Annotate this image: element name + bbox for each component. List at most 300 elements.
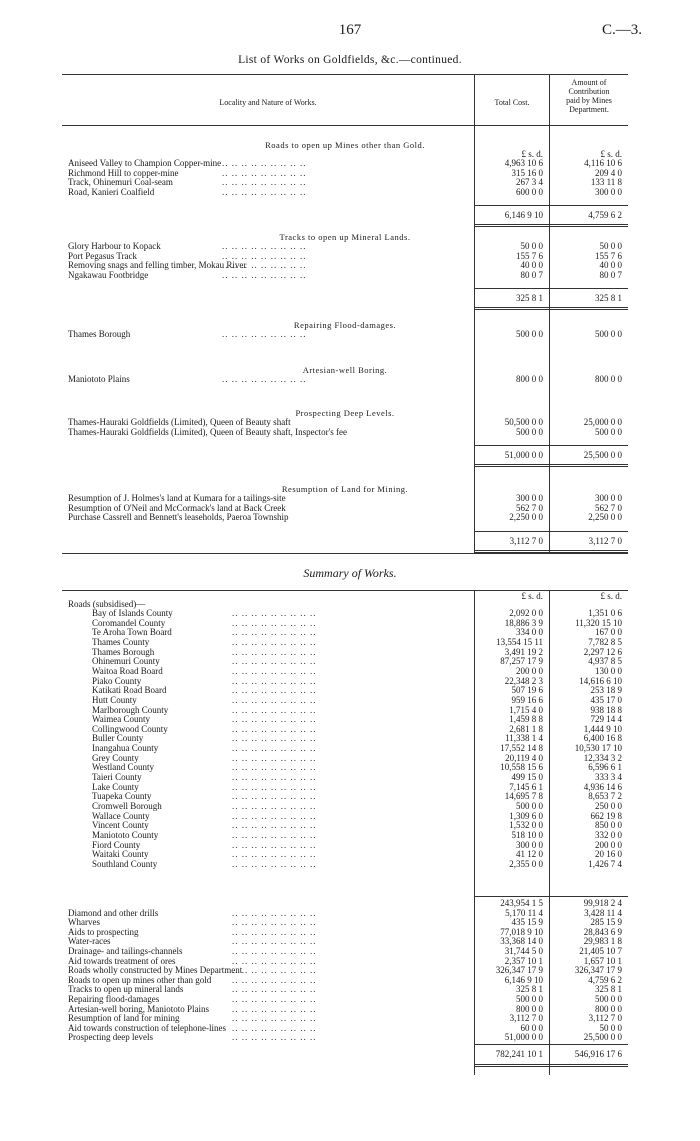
total-cost-cell: 50 0 0 [520, 241, 543, 251]
table-row [62, 725, 628, 734]
total-cost-cell: 50,500 0 0 [504, 417, 543, 427]
contribution-cell: 6,400 16 8 [583, 733, 622, 744]
total-cost-cell: 2,357 10 1 [504, 955, 543, 966]
summary-top-rule [62, 590, 628, 591]
table-row [62, 1014, 628, 1023]
contribution-cell: 6,596 6 1 [588, 762, 622, 773]
total-cost-cell: 2,681 1 8 [509, 723, 543, 734]
leader-dots: .. .. .. .. .. .. .. .. .. [232, 829, 317, 840]
table-row [62, 802, 628, 811]
table-row [62, 648, 628, 657]
contribution-cell: 2,250 0 0 [588, 512, 622, 522]
row-label: Southland County [92, 858, 158, 869]
header-amount [550, 78, 628, 114]
total-cost-cell: 60 0 0 [520, 1022, 543, 1033]
leader-dots: .. .. .. .. .. .. .. .. .. [232, 714, 317, 725]
row-label: Wallace County [92, 810, 150, 821]
table-row [62, 706, 628, 715]
row-label: Roads to open up mines other than gold [68, 974, 212, 985]
total-cost-cell: 33,368 14 0 [500, 936, 543, 947]
contribution-cell: 300 0 0 [595, 186, 622, 197]
table-row [62, 783, 628, 792]
grand-total-rule [550, 1044, 628, 1045]
table-row [62, 159, 628, 168]
total-cost-cell: 7,145 6 1 [509, 781, 543, 792]
total-cost-cell: 14,695 7 8 [504, 791, 543, 802]
total-cost-cell: 20,119 4 0 [505, 752, 543, 763]
table-row [62, 763, 628, 772]
row-label: Piako County [92, 675, 142, 686]
total-cost-cell: 325 8 1 [516, 984, 543, 995]
subtotal-rule [550, 445, 628, 446]
header-bottom-rule [62, 125, 628, 126]
leader-dots: .. .. .. .. .. .. .. .. .. [222, 329, 307, 339]
contribution-cell: 3,112 7 0 [588, 1013, 622, 1024]
row-label: Coromandel County [92, 617, 166, 628]
leader-dots: .. .. .. .. .. .. .. .. .. [232, 656, 317, 667]
contribution-cell: 332 0 0 [595, 829, 622, 840]
row-label: Hutt County [92, 694, 137, 705]
subtotal-rule [550, 205, 628, 206]
leader-dots: .. .. .. .. .. .. .. .. .. [232, 810, 317, 821]
summary-title: Summary of Works. [303, 566, 397, 580]
page-number: 167 [338, 22, 362, 38]
contribution-cell: 546,916 17 6 [574, 1049, 622, 1059]
row-label: Ngakawau Footbridge [68, 269, 149, 280]
row-label: Westland County [92, 762, 155, 773]
contribution-cell: 3,112 7 0 [588, 535, 622, 546]
leader-dots: .. .. .. .. .. .. .. .. .. [232, 772, 317, 783]
total-cost-cell: 13,554 15 11 [496, 636, 543, 647]
contribution-cell: 500 0 0 [595, 426, 622, 437]
row-label: Wharves [68, 917, 100, 928]
row-label: Artesian-well boring, Maniototo Plains [68, 1003, 209, 1014]
table-row [62, 628, 628, 637]
table-row [62, 821, 628, 830]
contribution-cell: 99,918 2 4 [583, 898, 622, 908]
contribution-cell: £ s. d. [600, 591, 622, 601]
contribution-cell: 300 0 0 [595, 493, 622, 503]
subtotal-double-rule [475, 550, 549, 553]
contribution-cell: £ s. d. [600, 149, 622, 159]
leader-dots: .. .. .. .. .. .. .. .. .. [222, 167, 307, 178]
total-cost-cell: 600 0 0 [516, 186, 543, 197]
row-label: Drainage- and tailings-channels [68, 946, 183, 956]
leader-dots: .. .. .. .. .. .. .. .. .. [232, 733, 317, 744]
table-row [62, 428, 628, 437]
row-label: Resumption of J. Holmes's land at Kumara for a tailings-site [68, 493, 286, 503]
leader-dots: .. .. .. .. .. .. .. .. .. [222, 269, 307, 280]
contribution-cell: 40 0 0 [599, 260, 622, 270]
leader-dots: .. .. .. .. .. .. .. .. .. [232, 646, 317, 657]
row-label: Roads wholly constructed by Mines Department [68, 965, 243, 976]
total-cost-cell: 800 0 0 [516, 374, 543, 384]
leader-dots: .. .. .. .. .. .. .. .. .. [232, 1003, 317, 1014]
table-row [62, 619, 628, 628]
section-heading: Prospecting Deep Levels. [295, 408, 395, 418]
total-cost-cell: 6,146 9 10 [504, 210, 543, 220]
contribution-cell: 250 0 0 [595, 801, 622, 811]
total-cost-cell: 18,886 3 9 [504, 617, 543, 628]
table-row [62, 677, 628, 686]
table-row [62, 418, 628, 427]
grand-total-rule [475, 1044, 549, 1045]
total-cost-cell: 4,963 10 6 [504, 158, 543, 168]
total-cost-cell: 518 10 0 [511, 829, 543, 840]
row-label: Roads (subsidised)— [68, 599, 146, 609]
total-cost-cell: 562 7 0 [516, 502, 543, 513]
row-label: Aid towards treatment of ores [68, 955, 176, 966]
contribution-cell: 80 0 7 [599, 269, 622, 280]
leader-dots: .. .. .. .. .. .. .. .. .. [232, 994, 317, 1004]
row-label: Grey County [92, 752, 139, 763]
contribution-cell: 562 7 0 [595, 502, 622, 513]
row-label: Marlborough County [92, 704, 169, 715]
table-row [62, 261, 628, 270]
contribution-cell: 25,000 0 0 [583, 417, 622, 427]
table-row [62, 812, 628, 821]
row-label: Maniototo Plains [68, 374, 130, 384]
row-label: Tuapeka County [92, 791, 152, 802]
total-cost-cell: 1,532 0 0 [509, 820, 543, 831]
row-label: Waitaki County [92, 849, 149, 860]
contribution-cell: 325 8 1 [595, 293, 622, 303]
table-row [62, 792, 628, 801]
subtotal-double-rule [550, 550, 628, 553]
leader-dots: .. .. .. .. .. .. .. .. .. [232, 1013, 317, 1024]
contribution-cell: 50 0 0 [599, 241, 622, 251]
total-cost-cell: 1,715 4 0 [509, 704, 543, 715]
leader-dots: .. .. .. .. .. .. .. .. .. [222, 186, 307, 197]
row-label: Te Aroha Town Board [92, 627, 172, 638]
total-cost-cell: 507 19 6 [511, 685, 543, 696]
leader-dots: .. .. .. .. .. .. .. .. .. [232, 926, 317, 937]
page-reference: C.—3. [601, 22, 642, 38]
total-cost-cell: 3,112 7 0 [509, 535, 543, 546]
leader-dots: .. .. .. .. .. .. .. .. .. [232, 694, 317, 705]
total-cost-cell: 2,355 0 0 [509, 858, 543, 869]
row-label: Lake County [92, 781, 139, 792]
contribution-cell: 11,320 15 10 [575, 617, 622, 628]
subtotal-double-rule [475, 224, 549, 227]
total-cost-cell: 40 0 0 [520, 260, 543, 270]
contribution-cell: 25,500 0 0 [583, 450, 622, 460]
row-label: Aniseed Valley to Champion Copper-mine [68, 158, 222, 168]
contribution-cell: 8,653 7 2 [588, 791, 622, 802]
section-heading: Repairing Flood-damages. [293, 320, 397, 330]
section-heading: Resumption of Land for Mining. [281, 484, 409, 494]
leader-dots: .. .. .. .. .. .. .. .. .. [232, 974, 317, 985]
table-row [62, 899, 628, 908]
row-label: Diamond and other drills [68, 907, 159, 918]
leader-dots: .. .. .. .. .. .. .. .. .. [232, 608, 317, 618]
row-label: Waitoa Road Board [92, 665, 163, 676]
leader-dots: .. .. .. .. .. .. .. .. .. [222, 374, 307, 384]
table-top-rule [62, 74, 628, 75]
contribution-cell: 167 0 0 [595, 627, 622, 638]
row-label: Prospecting deep levels [68, 1032, 153, 1043]
table-row [62, 850, 628, 859]
table-row [62, 211, 628, 220]
total-cost-cell: 41 12 0 [516, 849, 543, 860]
leader-dots: .. .. .. .. .. .. .. .. .. [232, 675, 317, 686]
total-cost-cell: 10,558 15 6 [500, 762, 543, 773]
section-heading: Tracks to open up Mineral Lands. [279, 232, 411, 242]
contribution-cell: 28,843 6 9 [583, 926, 622, 937]
leader-dots: .. .. .. .. .. .. .. .. .. [232, 665, 317, 676]
contribution-cell: 21,405 10 7 [579, 946, 622, 956]
row-label: Taieri County [92, 772, 142, 783]
row-label: Aid towards construction of telephone-lines [68, 1022, 226, 1033]
header-total: Total Cost. [494, 98, 530, 107]
row-label: Katikati Road Board [92, 685, 167, 696]
contribution-cell: 938 18 8 [590, 704, 622, 715]
contribution-cell: 500 0 0 [595, 329, 622, 339]
leader-dots: .. .. .. .. .. .. .. .. .. [232, 791, 317, 802]
table-row [62, 375, 628, 384]
header-amount-line: Department. [569, 105, 609, 114]
leader-dots: .. .. .. .. .. .. .. .. .. [222, 250, 307, 261]
contribution-cell: 800 0 0 [595, 1003, 622, 1014]
contribution-cell: 209 4 0 [595, 167, 622, 178]
table-row [62, 841, 628, 850]
total-cost-cell: 77,018 9 10 [500, 926, 543, 937]
leader-dots: .. .. .. .. .. .. .. .. .. [222, 241, 307, 251]
table-row [62, 271, 628, 280]
table-row [62, 330, 628, 339]
section-heading: Roads to open up Mines other than Gold. [265, 140, 425, 150]
row-label: Removing snags and felling timber, Mokau River [68, 260, 247, 270]
row-label: Repairing flood-damages [68, 994, 160, 1004]
table-row [62, 294, 628, 303]
table-row [62, 744, 628, 753]
contribution-cell: 29,983 1 8 [583, 936, 622, 947]
contribution-cell: 200 0 0 [595, 839, 622, 850]
total-cost-cell: 500 0 0 [516, 426, 543, 437]
subtotal-double-rule [550, 464, 628, 467]
row-label: Resumption of O'Neil and McCormack's land at Back Creek [68, 502, 286, 513]
total-cost-cell: 2,092 0 0 [509, 608, 543, 618]
contribution-cell: 20 16 0 [595, 849, 622, 860]
contribution-cell: 285 15 9 [590, 917, 622, 928]
contribution-cell: 25,500 0 0 [583, 1032, 622, 1043]
table-row [62, 734, 628, 743]
grand-total-double-rule [475, 1064, 549, 1067]
total-cost-cell: 3,491 19 2 [504, 646, 543, 657]
total-cost-cell: 300 0 0 [516, 839, 543, 850]
subtotal-rule [475, 896, 549, 897]
table-bottom-rule [62, 553, 628, 554]
contribution-cell: 253 18 9 [590, 685, 622, 696]
table-row [62, 242, 628, 251]
table-row [62, 537, 628, 546]
table-row [62, 657, 628, 666]
leader-dots: .. .. .. .. .. .. .. .. .. [222, 177, 307, 187]
total-cost-cell: 87,257 17 9 [500, 656, 543, 667]
table-row [62, 947, 628, 956]
total-cost-cell: 51,000 0 0 [504, 450, 543, 460]
header-amount-line: Amount of [571, 78, 607, 87]
leader-dots: .. .. .. .. .. .. .. .. .. [222, 158, 307, 168]
leader-dots: .. .. .. .. .. .. .. .. .. [232, 781, 317, 792]
leader-dots: .. .. .. .. .. .. .. .. .. [232, 636, 317, 647]
row-label: Waimea County [92, 714, 151, 725]
subtotal-double-rule [475, 307, 549, 310]
row-label: Aids to prospecting [68, 926, 139, 937]
header-amount-line: Contribution [568, 87, 610, 96]
contribution-cell: 729 14 4 [590, 714, 622, 725]
contribution-cell: 1,657 10 1 [583, 955, 622, 966]
row-label: Thames-Hauraki Goldfields (Limited), Queen of Beauty shaft, Inspector's fee [68, 426, 348, 437]
contribution-cell: 4,759 6 2 [588, 210, 622, 220]
leader-dots: .. .. .. .. .. .. .. .. .. [232, 965, 317, 976]
row-label: Fiord County [92, 839, 141, 850]
contribution-cell: 155 7 6 [595, 250, 622, 261]
subtotal-double-rule [475, 464, 549, 467]
row-label: Track, Ohinemuri Coal-seam [68, 177, 173, 187]
total-cost-cell: 800 0 0 [516, 1003, 543, 1014]
subtotal-double-rule [550, 307, 628, 310]
contribution-cell: 4,937 8 5 [588, 656, 622, 667]
contribution-cell: 130 0 0 [595, 665, 622, 676]
contribution-cell: 333 3 4 [595, 772, 622, 783]
leader-dots: .. .. .. .. .. .. .. .. .. [232, 820, 317, 831]
page-title: List of Works on Goldfields, &c.—continued. [238, 54, 462, 66]
leader-dots: .. .. .. .. .. .. .. .. .. [232, 907, 317, 918]
leader-dots: .. .. .. .. .. .. .. .. .. [232, 849, 317, 860]
table-row [62, 831, 628, 840]
table-row [62, 494, 628, 503]
leader-dots: .. .. .. .. .. .. .. .. .. [232, 743, 317, 754]
leader-dots: .. .. .. .. .. .. .. .. .. [232, 617, 317, 628]
table-row [62, 513, 628, 522]
total-cost-cell: 315 16 0 [511, 167, 543, 178]
contribution-cell: 4,936 14 6 [583, 781, 622, 792]
table-row [62, 928, 628, 937]
leader-dots: .. .. .. .. .. .. .. .. .. [232, 858, 317, 869]
table-row [62, 609, 628, 618]
table-row [62, 451, 628, 460]
total-cost-cell: 51,000 0 0 [504, 1032, 543, 1043]
total-cost-cell: 6,146 9 10 [504, 974, 543, 985]
contribution-cell: 500 0 0 [595, 994, 622, 1004]
total-cost-cell: 155 7 6 [516, 250, 543, 261]
row-label: Richmond Hill to copper-mine [68, 167, 179, 178]
total-cost-cell: 17,552 14 8 [500, 743, 543, 754]
table-row [62, 995, 628, 1004]
table-row [62, 966, 628, 975]
total-cost-cell: 500 0 0 [516, 801, 543, 811]
subtotal-rule [475, 205, 549, 206]
row-label: Thames Borough [92, 646, 155, 657]
table-row [62, 918, 628, 927]
row-label: Bay of Islands County [92, 608, 173, 618]
row-label: Purchase Cassrell and Bennett's leaseholds, Paeroa Township [68, 512, 289, 522]
contribution-cell: 4,116 10 6 [584, 158, 622, 168]
leader-dots: .. .. .. .. .. .. .. .. .. [232, 917, 317, 928]
leader-dots: .. .. .. .. .. .. .. .. .. [232, 984, 317, 995]
table-row [62, 773, 628, 782]
leader-dots: .. .. .. .. .. .. .. .. .. [232, 946, 317, 956]
contribution-cell: 850 0 0 [595, 820, 622, 831]
row-label: Vincent County [92, 820, 149, 831]
leader-dots: .. .. .. .. .. .. .. .. .. [232, 955, 317, 966]
subtotal-rule [550, 531, 628, 532]
row-label: Cromwell Borough [92, 801, 162, 811]
total-cost-cell: 31,744 5 0 [504, 946, 543, 956]
row-label: Resumption of land for mining [68, 1013, 180, 1024]
total-cost-cell: 5,170 11 4 [505, 907, 543, 918]
leader-dots: .. .. .. .. .. .. .. .. .. [232, 752, 317, 763]
contribution-cell: 1,351 0 6 [588, 608, 622, 618]
row-label: Thames-Hauraki Goldfields (Limited), Queen of Beauty shaft [68, 417, 291, 427]
subtotal-rule [550, 896, 628, 897]
section-heading: Artesian-well Boring. [302, 365, 388, 375]
grand-total-double-rule [550, 1064, 628, 1067]
leader-dots: .. .. .. .. .. .. .. .. .. [232, 723, 317, 734]
row-label: Water-races [68, 936, 111, 947]
table-row [62, 754, 628, 763]
row-label: Tracks to open up mineral lands [68, 984, 184, 995]
leader-dots: .. .. .. .. .. .. .. .. .. [232, 685, 317, 696]
leader-dots: .. .. .. .. .. .. .. .. .. [232, 1032, 317, 1043]
total-cost-cell: 1,309 6 0 [509, 810, 543, 821]
total-cost-cell: 500 0 0 [516, 329, 543, 339]
contribution-cell: 10,530 17 10 [574, 743, 622, 754]
leader-dots: .. .. .. .. .. .. .. .. .. [232, 839, 317, 850]
total-cost-cell: £ s. d. [521, 591, 543, 601]
total-cost-cell: 2,250 0 0 [509, 512, 543, 522]
leader-dots: .. .. .. .. .. .. .. .. .. [232, 936, 317, 947]
contribution-cell: 662 19 8 [590, 810, 622, 821]
total-cost-cell: 500 0 0 [516, 994, 543, 1004]
table-row [62, 667, 628, 676]
table-row [62, 1050, 628, 1059]
subtotal-double-rule [550, 224, 628, 227]
row-label: Buller County [92, 733, 144, 744]
contribution-cell: 14,616 6 10 [579, 675, 622, 686]
total-cost-cell: 80 0 7 [520, 269, 543, 280]
contribution-cell: 325 8 1 [595, 984, 622, 995]
row-label: Ohinemuri County [92, 656, 160, 667]
contribution-cell: 1,444 9 10 [583, 723, 622, 734]
total-cost-cell: £ s. d. [521, 149, 543, 159]
subtotal-rule [475, 531, 549, 532]
table-row [62, 686, 628, 695]
row-label: Thames County [92, 636, 150, 647]
header-locality: Locality and Nature of Works. [219, 98, 317, 107]
row-label: Thames Borough [68, 329, 131, 339]
table-row [62, 860, 628, 869]
contribution-cell: 7,782 8 5 [588, 636, 622, 647]
total-cost-cell: 499 15 0 [511, 772, 543, 783]
contribution-cell: 800 0 0 [595, 374, 622, 384]
total-cost-cell: 325 8 1 [516, 293, 543, 303]
contribution-cell: 1,426 7 4 [588, 858, 622, 869]
total-cost-cell: 435 15 9 [511, 917, 543, 928]
row-label: Road, Kanieri Coalfield [68, 186, 155, 197]
contribution-cell: 12,334 3 2 [583, 752, 622, 763]
total-cost-cell: 267 3 4 [516, 177, 543, 187]
total-cost-cell: 334 0 0 [516, 627, 543, 638]
table-row [62, 638, 628, 647]
total-cost-cell: 22,348 2 3 [504, 675, 543, 686]
leader-dots: .. .. .. .. .. .. .. .. .. [222, 260, 307, 270]
contribution-cell: 133 11 8 [590, 177, 622, 187]
leader-dots: .. .. .. .. .. .. .. .. .. [232, 801, 317, 811]
leader-dots: .. .. .. .. .. .. .. .. .. [232, 704, 317, 715]
row-label: Maniototo County [92, 829, 159, 840]
